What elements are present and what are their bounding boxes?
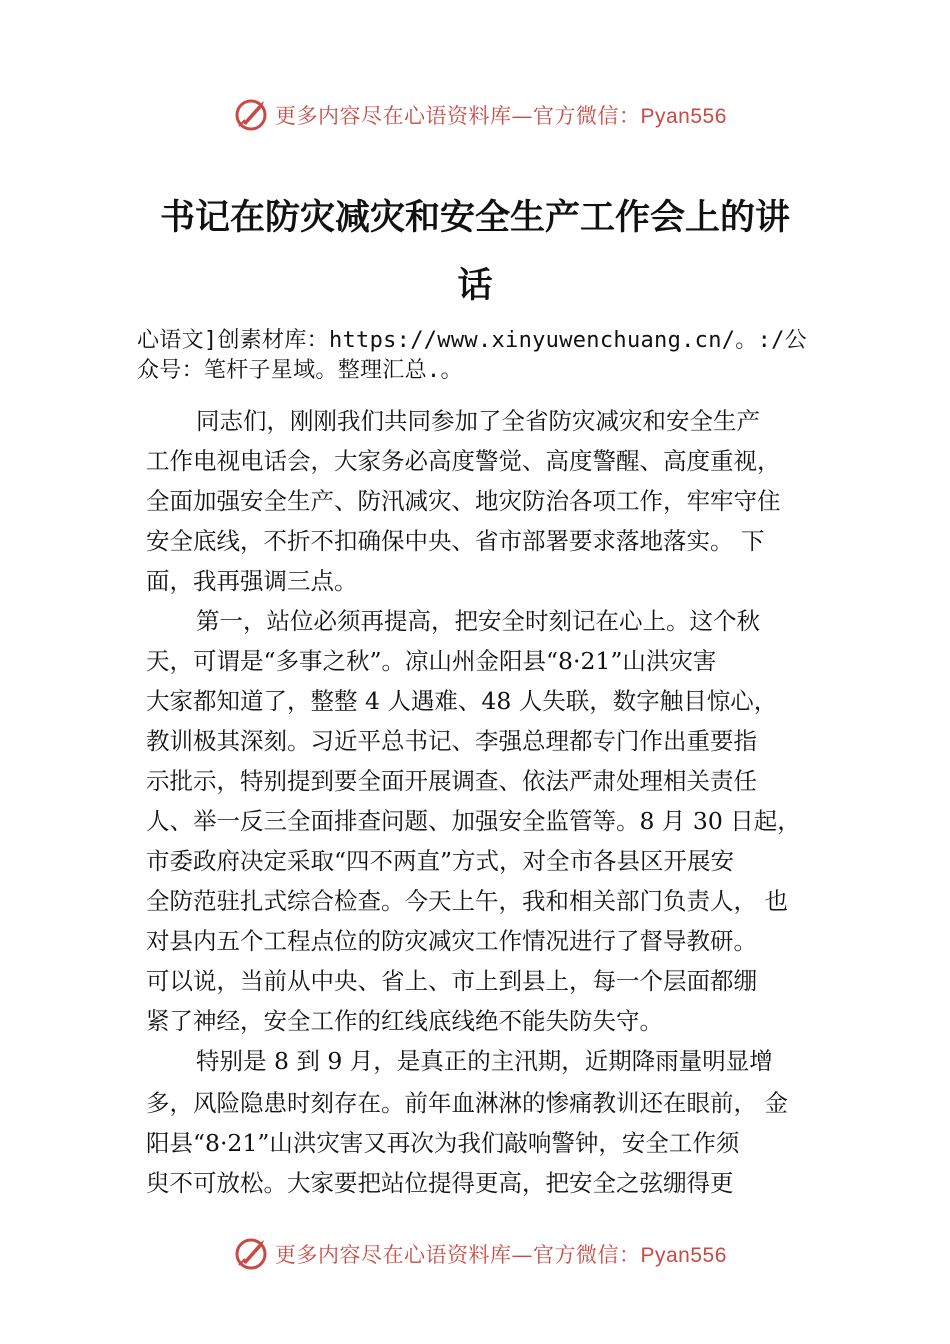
body-line: 面，我再强调三点。: [146, 567, 358, 595]
body-line: 教训极其深刻。习近平总书记、李强总理都专门作出重要指: [146, 727, 757, 755]
body-line: 阳县“8·21”山洪灾害又再次为我们敲响警钟，安全工作须: [146, 1129, 740, 1157]
body-line: 同志们，刚刚我们共同参加了全省防灾减灾和安全生产: [196, 407, 760, 435]
body-line: 大家都知道了，整整 4 人遇难、48 人失联，数字触目惊心，: [146, 687, 778, 715]
body-line: 工作电视电话会，大家务必高度警觉、高度警醒、高度重视，: [146, 447, 781, 475]
body-line: 全防范驻扎式综合检查。今天上午，我和相关部门负责人， 也: [146, 887, 788, 915]
body-line: 人、举一反三全面排查问题、加强安全监管等。8 月 30 日起，: [146, 807, 801, 835]
body-line: 第一，站位必须再提高，把安全时刻记在心上。这个秋: [196, 607, 760, 635]
pen-logo-icon: [233, 96, 271, 132]
footer-banner: [0, 1233, 950, 1273]
body-line: 特别是 8 到 9 月，是真正的主汛期，近期降雨量明显增: [196, 1047, 773, 1075]
banner-text: 更多内容尽在心语资料库—官方微信：Pyan556: [275, 1243, 727, 1267]
pen-logo-icon: [233, 1235, 271, 1271]
document-title-line-1: 书记在防灾减灾和安全生产工作会上的讲: [159, 197, 790, 238]
body-line: 多，风险隐患时刻存在。前年血淋淋的惨痛教训还在眼前， 金: [146, 1089, 788, 1117]
banner-text: 更多内容尽在心语资料库—官方微信：Pyan556: [275, 104, 727, 128]
body-line: 紧了神经，安全工作的红线底线绝不能失防失守。: [146, 1007, 663, 1035]
body-line: 天，可谓是“多事之秋”。凉山州金阳县“8·21”山洪灾害: [146, 647, 717, 675]
body-line: 全面加强安全生产、防汛减灾、地灾防治各项工作，牢牢守住: [146, 487, 781, 515]
body-line: 可以说，当前从中央、省上、市上到县上，每一个层面都绷: [146, 967, 757, 995]
source-line-1: 心语文]创素材库：https://www.xinyuwenchuang.cn/。:/公: [137, 328, 807, 353]
body-line: 市委政府决定采取“四不两直”方式，对全市各县区开展安: [146, 847, 735, 875]
source-line-2: 众号：笔杆子星域。整理汇总.。: [137, 358, 463, 383]
body-line: 安全底线，不折不扣确保中央、省市部署要求落地落实。 下: [146, 527, 765, 555]
document-title-line-2: 话: [457, 265, 493, 306]
body-line: 臾不可放松。大家要把站位提得更高，把安全之弦绷得更: [146, 1169, 734, 1197]
header-banner: [0, 94, 950, 134]
body-line: 对县内五个工程点位的防灾减灾工作情况进行了督导教研。: [146, 927, 757, 955]
body-line: 示批示，特别提到要全面开展调查、依法严肃处理相关责任: [146, 767, 757, 795]
